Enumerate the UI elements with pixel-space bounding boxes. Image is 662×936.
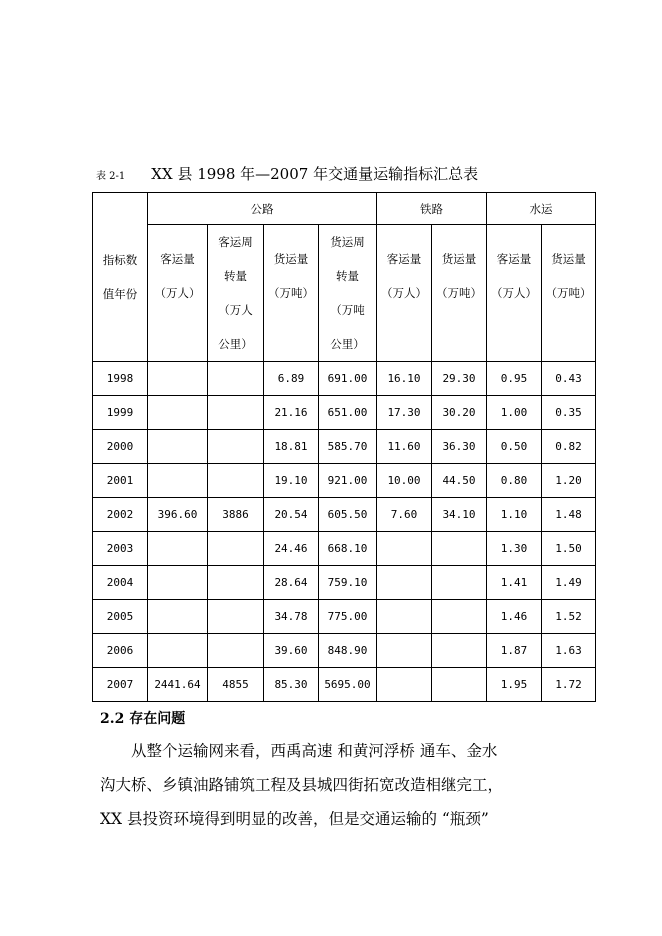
value-cell: 7.60 — [377, 498, 432, 532]
value-cell: 651.00 — [319, 396, 377, 430]
value-cell — [148, 396, 208, 430]
value-cell: 10.00 — [377, 464, 432, 498]
col-header: 客运量 （万人） — [377, 225, 432, 362]
table-row — [93, 362, 596, 396]
group-header-row — [93, 193, 596, 225]
value-cell: 1.87 — [487, 634, 542, 668]
col-header: 客运量 （万人） — [148, 225, 208, 362]
value-cell — [432, 600, 487, 634]
value-cell — [148, 362, 208, 396]
value-cell — [208, 566, 264, 600]
value-cell — [377, 566, 432, 600]
table-row — [93, 634, 596, 668]
value-cell: 1.52 — [542, 600, 596, 634]
value-cell: 1.20 — [542, 464, 596, 498]
year-cell: 1998 — [93, 362, 148, 396]
value-cell: 44.50 — [432, 464, 487, 498]
paragraph-line: 沟大桥、乡镇油路铺筑工程及县城四街拓宽改造相继完工， — [100, 776, 504, 794]
value-cell: 1.41 — [487, 566, 542, 600]
table-number: 表 2-1 — [96, 171, 126, 182]
value-cell — [377, 668, 432, 702]
value-cell: 848.90 — [319, 634, 377, 668]
value-cell: 775.00 — [319, 600, 377, 634]
value-cell: 691.00 — [319, 362, 377, 396]
row-header-cell: 指标数 值年份 — [93, 193, 148, 362]
value-cell: 1.50 — [542, 532, 596, 566]
value-cell — [208, 362, 264, 396]
table-body — [93, 362, 596, 702]
value-cell — [208, 430, 264, 464]
value-cell: 4855 — [208, 668, 264, 702]
value-cell: 20.54 — [264, 498, 319, 532]
value-cell: 39.60 — [264, 634, 319, 668]
table-row — [93, 566, 596, 600]
value-cell: 30.20 — [432, 396, 487, 430]
value-cell — [208, 600, 264, 634]
table-row — [93, 498, 596, 532]
value-cell: 1.30 — [487, 532, 542, 566]
value-cell: 1.00 — [487, 396, 542, 430]
column-header-row — [93, 225, 596, 362]
year-cell: 1999 — [93, 396, 148, 430]
transport-statistics-table — [92, 192, 596, 702]
paragraph-line: XX 县投资环境得到明显的改善，但是交通运输的 “瓶颈” — [100, 810, 489, 828]
col-header: 货运量 （万吨） — [542, 225, 596, 362]
value-cell — [148, 464, 208, 498]
value-cell: 1.46 — [487, 600, 542, 634]
value-cell — [208, 396, 264, 430]
value-cell: 85.30 — [264, 668, 319, 702]
value-cell — [377, 634, 432, 668]
year-cell: 2007 — [93, 668, 148, 702]
table-row — [93, 532, 596, 566]
year-cell: 2001 — [93, 464, 148, 498]
value-cell: 585.70 — [319, 430, 377, 464]
value-cell: 28.64 — [264, 566, 319, 600]
value-cell: 21.16 — [264, 396, 319, 430]
value-cell: 1.10 — [487, 498, 542, 532]
value-cell — [208, 532, 264, 566]
table-row — [93, 600, 596, 634]
year-cell: 2004 — [93, 566, 148, 600]
group-highway: 公路 — [148, 193, 377, 225]
group-railway: 铁路 — [377, 193, 487, 225]
col-header: 客运量 （万人） — [487, 225, 542, 362]
value-cell — [432, 668, 487, 702]
value-cell: 1.63 — [542, 634, 596, 668]
value-cell: 6.89 — [264, 362, 319, 396]
value-cell: 24.46 — [264, 532, 319, 566]
value-cell — [148, 430, 208, 464]
col-header: 货运周 转量 （万吨 公里） — [319, 225, 377, 362]
group-waterway: 水运 — [487, 193, 596, 225]
year-cell: 2006 — [93, 634, 148, 668]
value-cell: 0.35 — [542, 396, 596, 430]
value-cell — [208, 634, 264, 668]
value-cell: 921.00 — [319, 464, 377, 498]
year-cell: 2000 — [93, 430, 148, 464]
value-cell: 36.30 — [432, 430, 487, 464]
value-cell — [377, 532, 432, 566]
value-cell — [377, 600, 432, 634]
value-cell: 18.81 — [264, 430, 319, 464]
value-cell: 759.10 — [319, 566, 377, 600]
col-header: 货运量 （万吨） — [432, 225, 487, 362]
value-cell: 605.50 — [319, 498, 377, 532]
value-cell: 34.10 — [432, 498, 487, 532]
table-row — [93, 396, 596, 430]
table-row — [93, 668, 596, 702]
value-cell: 0.95 — [487, 362, 542, 396]
table-row — [93, 464, 596, 498]
value-cell: 3886 — [208, 498, 264, 532]
value-cell: 668.10 — [319, 532, 377, 566]
value-cell — [148, 532, 208, 566]
value-cell — [432, 634, 487, 668]
value-cell: 34.78 — [264, 600, 319, 634]
value-cell: 16.10 — [377, 362, 432, 396]
value-cell: 0.80 — [487, 464, 542, 498]
paragraph-line: 从整个运输网来看，西禹高速 和黄河浮桥 通车、金水 — [131, 742, 498, 760]
table-caption — [96, 163, 478, 185]
table-row — [93, 430, 596, 464]
value-cell: 396.60 — [148, 498, 208, 532]
value-cell: 11.60 — [377, 430, 432, 464]
value-cell: 19.10 — [264, 464, 319, 498]
value-cell: 29.30 — [432, 362, 487, 396]
section-heading: 2.2 存在问题 — [100, 711, 186, 727]
value-cell — [148, 566, 208, 600]
value-cell — [432, 566, 487, 600]
year-cell: 2002 — [93, 498, 148, 532]
col-header: 货运量 （万吨） — [264, 225, 319, 362]
table-title: XX 县 1998 年—2007 年交通量运输指标汇总表 — [151, 165, 479, 183]
value-cell: 0.82 — [542, 430, 596, 464]
value-cell — [432, 532, 487, 566]
value-cell: 1.95 — [487, 668, 542, 702]
value-cell: 1.48 — [542, 498, 596, 532]
col-header: 客运周 转量 （万人 公里） — [208, 225, 264, 362]
year-cell: 2003 — [93, 532, 148, 566]
value-cell: 1.49 — [542, 566, 596, 600]
body-paragraph — [100, 734, 600, 836]
value-cell: 5695.00 — [319, 668, 377, 702]
value-cell: 17.30 — [377, 396, 432, 430]
value-cell: 1.72 — [542, 668, 596, 702]
value-cell: 0.50 — [487, 430, 542, 464]
value-cell — [148, 634, 208, 668]
year-cell: 2005 — [93, 600, 148, 634]
value-cell — [148, 600, 208, 634]
value-cell: 2441.64 — [148, 668, 208, 702]
value-cell — [208, 464, 264, 498]
value-cell: 0.43 — [542, 362, 596, 396]
